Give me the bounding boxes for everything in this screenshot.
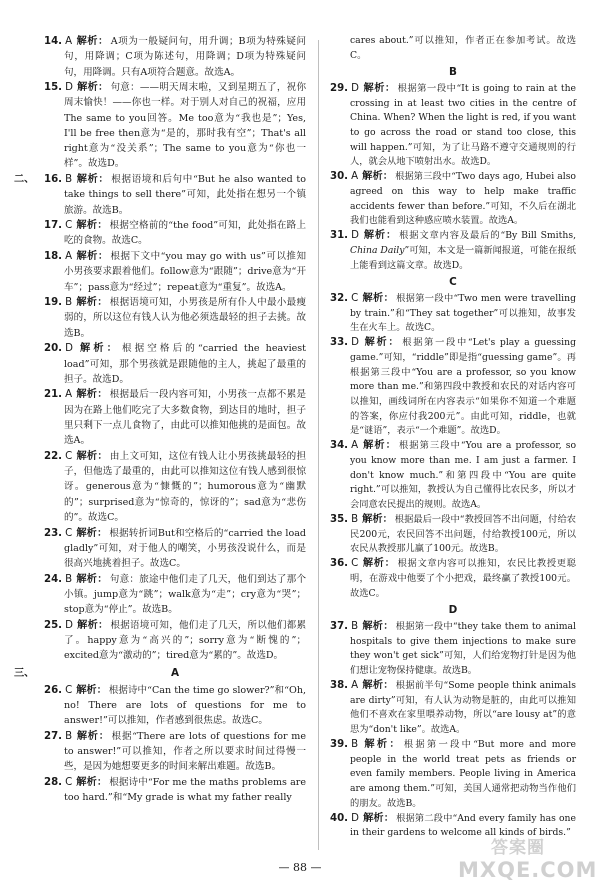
answer-text-block <box>44 34 306 80</box>
answer-text-block <box>44 729 306 775</box>
analysis-label: 解析： <box>362 679 394 691</box>
answer-text-block <box>44 683 306 729</box>
passage-heading-row <box>330 65 576 80</box>
answer-letter: B <box>65 174 73 186</box>
analysis-text: 根据语境和后句中“But he also wanted to take things to sell there”可知，此处指在想另一个镇旅游。故选B。 <box>64 174 307 216</box>
analysis-label: 解析： <box>76 297 108 309</box>
italic-source: China Daily <box>350 244 405 256</box>
answer-item <box>44 387 306 448</box>
analysis-text: 根据第一段中“But more and more people in the world treat pets as friends or even family members. People living in America are among them.”可知，美国人通常把动物当作他们的朋友。故选B。 <box>350 738 577 809</box>
answer-item <box>44 683 306 729</box>
answer-letter: C <box>351 292 359 304</box>
analysis-text: 根据下文中“you may go with us”可以推知小男孩要求跟着他们。follow意为“跟随”；drive意为“开车”；pass意为“经过”；repeat意为“重复”。故选A。 <box>64 251 306 293</box>
answer-item <box>44 775 306 806</box>
passage-letter-heading: B <box>449 66 457 79</box>
analysis-label: 解析： <box>76 619 109 631</box>
analysis-text: 根据文章内容可以推知，农民比教授更聪明，在游戏中他要了个小把戏，最终赢了教授100元。故选C。 <box>350 558 577 599</box>
answer-text-block <box>330 34 576 63</box>
analysis-text: 根据“There are lots of questions for me to answer!”可以推知，作者之所以要求时间过得慢一些，是因为她想要更多的时间来解出难题。故选B。 <box>64 730 306 773</box>
answer-item <box>44 729 306 775</box>
answer-letter: C <box>65 527 73 539</box>
answer-letter: C <box>65 777 73 789</box>
answer-text-block <box>330 292 576 336</box>
analysis-text: 根据第三段中“Two days ago, Hubei also agreed on this way to help make traffic accidents fewer than before.”可知，不久后在湖北我们也能看到这种感应喷水装置。故选A。 <box>350 171 577 227</box>
question-number: 14. <box>44 36 63 47</box>
answer-item <box>330 34 576 63</box>
analysis-label: 解析： <box>76 527 108 539</box>
analysis-text: 根据空格后的“carried the heaviest load”可知，那个男孩就是跟随他的主人，挑起了最重的担子。故选D。 <box>64 343 307 385</box>
answer-letter: B <box>65 297 73 309</box>
question-number: 34. <box>330 440 349 452</box>
answer-item <box>44 572 306 618</box>
answer-text-block <box>330 557 576 601</box>
analysis-text: 根据第二段中“And every family has one in their gardens to welcome all kinds of birds.” <box>350 812 576 839</box>
analysis-label: 解析： <box>76 343 120 355</box>
analysis-label: 解析： <box>76 573 108 585</box>
analysis-label: 解析： <box>76 36 109 47</box>
passage-heading-row <box>14 666 306 681</box>
answer-text-block <box>330 738 576 811</box>
answer-item <box>330 170 576 229</box>
answer-letter: A <box>351 440 359 452</box>
answer-item <box>44 249 306 295</box>
answer-letter: D <box>65 343 73 355</box>
analysis-text: 根据转折词But和空格后的“carried the load gladly”可知，对于他人的嘲笑，小男孩没说什么，而是很高兴地挑着担子。故选C。 <box>64 527 307 570</box>
answer-letter: D <box>351 812 359 824</box>
question-number: 33. <box>330 337 349 349</box>
question-number: 40. <box>330 812 349 824</box>
answer-letter: B <box>351 738 359 750</box>
answer-letter: D <box>65 619 73 631</box>
analysis-text: 根据第一段中“It is going to rain at the crossing in at least two cities in the centre of China. When? When the light is red, if you want to go across the road or stand too close, this will happen.”可知，为了让马路不遵守交通规则的行人，就会从地下喷射出水。故选D。 <box>350 82 577 168</box>
analysis-text: 根据诗中“Can the time go slower?”和“Oh, no! There are lots of questions for me to answer!”可以推知，作者感到很焦虑。故选C。 <box>64 684 307 727</box>
answer-item <box>44 80 306 172</box>
question-number: 17. <box>44 220 63 232</box>
question-number: 19. <box>44 297 63 309</box>
question-number: 38. <box>330 679 349 691</box>
question-number: 18. <box>44 251 63 263</box>
answer-text-block <box>44 387 306 448</box>
question-number: 22. <box>44 450 63 462</box>
analysis-label: 解析： <box>362 82 396 94</box>
analysis-text: 由上文可知，这位有钱人让小男孩挑最轻的担子，但他选了最重的，由此可以推知这位有钱人感到很惊讶。generous意为“慷慨的”；humorous意为“幽默的”；surprised意为“惊奇的，惊讶的”；sad意为“悲伤的”。故选C。 <box>64 450 307 523</box>
answer-text-block <box>44 572 306 618</box>
answer-letter: B <box>65 573 73 585</box>
answer-item <box>330 292 576 336</box>
answer-text-block <box>330 679 576 738</box>
answer-text-block <box>44 249 306 295</box>
left-column <box>14 34 307 806</box>
analysis-label: 解析： <box>362 558 396 570</box>
answer-item <box>330 513 576 557</box>
analysis-text: A项为一般疑问句，用升调；B项为特殊疑问句，用降调；C项为陈述句，用降调；D项为特殊疑问句，用降调。只有A项符合题意。故选A。 <box>64 36 306 78</box>
analysis-label: 解析： <box>76 251 109 263</box>
passage-letter-heading: A <box>170 666 180 679</box>
answer-item <box>330 229 576 273</box>
question-number: 24. <box>44 573 63 585</box>
answer-item <box>44 218 306 249</box>
answer-text-block <box>330 812 576 841</box>
answer-letter: D <box>351 230 359 242</box>
analysis-label: 解析： <box>76 220 108 232</box>
answer-letter: D <box>351 337 359 349</box>
answer-letter: A <box>65 36 73 47</box>
answer-text-block <box>330 82 576 170</box>
analysis-label: 解析： <box>76 777 108 789</box>
answer-text-block <box>330 170 576 229</box>
question-number: 15. <box>44 82 63 94</box>
answer-item <box>330 679 576 738</box>
question-number: 16. <box>44 174 63 186</box>
answer-letter: A <box>351 679 359 691</box>
analysis-label: 解析： <box>362 292 395 304</box>
answer-text-block <box>330 620 576 679</box>
answer-text-block <box>44 80 306 172</box>
passage-letter-heading: C <box>449 276 457 289</box>
analysis-label: 解析： <box>76 82 109 94</box>
answer-letter: D <box>351 82 359 94</box>
analysis-label: 解析： <box>362 337 401 349</box>
answer-text-block <box>44 172 306 218</box>
question-number: 25. <box>44 619 63 631</box>
analysis-text-cont: ”可知，本文是一篇新闻报道，可能在报纸上能看到这篇文章。故选D。 <box>350 244 576 271</box>
analysis-label: 解析： <box>362 513 393 525</box>
answer-text-block <box>44 449 306 525</box>
answer-text-block <box>44 218 306 249</box>
question-number: 21. <box>44 389 63 401</box>
analysis-text: 根据语境可知，他们走了几天，所以他们都累了。happy意为“高兴的”；sorry意为“断愧的”；excited意为“激动的”；tired意为“累的”。故选D。 <box>64 619 307 662</box>
analysis-label: 解析： <box>362 812 395 824</box>
analysis-label: 解析： <box>362 620 394 632</box>
analysis-label: 解析： <box>362 171 394 183</box>
analysis-label: 解析： <box>76 450 108 462</box>
answer-text-block <box>44 618 306 664</box>
answer-letter: D <box>65 82 73 94</box>
answer-item <box>44 34 306 80</box>
answer-item <box>330 620 576 679</box>
section-number: 二、 <box>14 174 35 186</box>
section-number: 三、 <box>14 667 35 679</box>
question-number: 27. <box>44 730 63 742</box>
passage-heading-row <box>330 603 576 618</box>
answer-text-block <box>330 336 576 439</box>
answer-text-block <box>44 775 306 806</box>
watermark-logo <box>458 838 598 886</box>
analysis-text: 根据文章内容及最后的“By Bill Smiths, <box>399 230 577 242</box>
analysis-text: 根据第三段中“You are a professor, so you know more than me. I am just a farmer. I don't know much.”和第四段中“You are quite right.”可以推知，教授认为自己懂得比农民多，所以才会同意农民提出的规则。故选A。 <box>350 440 577 510</box>
answer-item <box>330 557 576 601</box>
answer-letter: A <box>65 251 73 263</box>
answer-letter: B <box>351 513 359 525</box>
answer-item <box>44 618 306 664</box>
question-number: 31. <box>330 230 349 242</box>
answer-text-block <box>330 229 576 273</box>
answer-letter: C <box>65 450 73 462</box>
analysis-text: 根据空格前的“the food”可知，此处指在路上吃的食物。故选C。 <box>64 220 307 247</box>
analysis-text: 根据语境可知，小男孩是所有仆人中最小最瘦弱的，所以这位有钱人认为他必须选最轻的担子去挑。故选B。 <box>64 297 307 339</box>
answer-item <box>330 812 576 841</box>
answer-item <box>330 439 576 512</box>
analysis-text: 根据第一段中“they take them to animal hospitals to give them injections to make sure they won't get sick”可知，人们给宠物打针是因为他们想让宠物保持健康。故选B。 <box>350 620 576 676</box>
analysis-label: 解析： <box>362 440 397 452</box>
question-number: 39. <box>330 738 349 750</box>
answer-letter: A <box>65 389 73 401</box>
analysis-label: 解析： <box>76 389 108 401</box>
answer-item <box>330 738 576 811</box>
question-number: 28. <box>44 777 63 789</box>
answer-text-block <box>44 526 306 572</box>
question-number: 20. <box>44 343 63 355</box>
question-number: 32. <box>330 292 349 304</box>
passage-letter-heading: D <box>448 604 458 617</box>
analysis-text: 句意：旅途中他们走了几天，他们到达了那个小镇。jump意为“跳”；walk意为“走”；cry意为“哭”；stop意为“停止”。故选B。 <box>64 573 307 616</box>
watermark-bottom: MXQE.COM <box>458 858 598 882</box>
answer-item <box>44 295 306 341</box>
question-number: 29. <box>330 82 349 94</box>
answer-letter: C <box>65 220 73 232</box>
analysis-text: 句意：——明天周末啦，又到星期五了，祝你周末愉快！——你也一样。对于别人对自己的祝福，应用The same to you回答。Me too意为“我也是”；Yes, I'll be free then意为“是的，那时我有空”；That's all right意为“没关系”；The same to you意为“你也一样”。故选D。 <box>64 82 306 170</box>
answer-letter: C <box>351 558 359 570</box>
page-number: — 88 — <box>278 861 322 874</box>
answer-item <box>330 336 576 439</box>
answer-item <box>44 449 306 525</box>
right-column <box>330 34 576 841</box>
answer-text-block <box>330 439 576 512</box>
answer-text-block <box>44 341 306 387</box>
question-number: 36. <box>330 558 349 570</box>
continued-text: cares about.”可以推知，作者正在参加考试。故选C。 <box>350 35 576 61</box>
answer-item <box>44 526 306 572</box>
answer-letter: B <box>351 620 359 632</box>
analysis-label: 解析： <box>76 684 107 696</box>
analysis-text: 根据前半句“Some people think animals are dirty”可知，有人认为动物是脏的，由此可以推知他们不喜欢在家里喂养动物，所以“are lousy at”的意思为“don't like”。故选A。 <box>350 679 577 735</box>
answer-item <box>44 341 306 387</box>
column-divider <box>318 40 319 850</box>
analysis-text: 根据诗中“For me the maths problems are too hard.”和“My grade is what my father really <box>64 777 307 804</box>
analysis-text: 根据第一段中“Two men were travelling by train.”和“They sat together”可以推知，故事发生在火车上。故选C。 <box>350 292 576 334</box>
question-number: 23. <box>44 527 63 539</box>
question-number: 35. <box>330 513 349 525</box>
answer-text-block <box>330 513 576 557</box>
answer-letter: C <box>65 684 73 696</box>
analysis-label: 解析： <box>362 738 402 750</box>
answer-letter: A <box>351 171 359 183</box>
analysis-label: 解析： <box>76 174 110 186</box>
question-number: 30. <box>330 171 349 183</box>
analysis-text: 根据最后一段内容可知，小男孩一点都不累是因为在路上他们吃完了大多数食物，到达目的地时，担子里只剩下一点儿食物了，由此可以推知他挑的是面包。故选A。 <box>64 389 307 447</box>
watermark-top: 答案圈 <box>491 838 545 858</box>
answer-letter: B <box>65 730 73 742</box>
question-number: 37. <box>330 620 349 632</box>
answer-text-block <box>44 295 306 341</box>
question-number: 26. <box>44 684 63 696</box>
answer-item <box>330 82 576 170</box>
analysis-text: 根据第一段中“Let's play a guessing game.”可知，“riddle”即是指“guessing game”。再根据第三段中“You are a professor, so you know more than me.”和第四段中教授和农民的对话内容可以推知，画线词所在内容表示“如果你不知道一个难题的答案，你应付我200元”。由此可知，riddle，也就是“谜语”，表示“一个难题”。故选D。 <box>350 337 576 437</box>
analysis-label: 解析： <box>362 230 398 242</box>
passage-heading-row <box>330 275 576 290</box>
answer-item <box>14 172 307 218</box>
analysis-label: 解析： <box>76 730 110 742</box>
analysis-text: 根据最后一段中“教授回答不出问题，付给农民200元，农民回答不出问题，付给教授100元，所以农民从教授那儿赢了100元。故选B。 <box>350 513 576 555</box>
